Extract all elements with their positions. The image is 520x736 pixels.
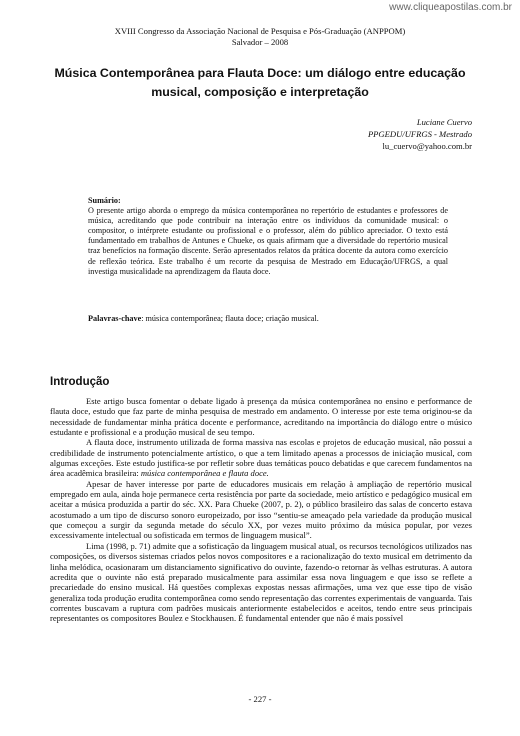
keywords-text: : música contemporânea; flauta doce; criação musical. [141,314,319,323]
body-text [50,396,472,624]
paragraph: Apesar de haver interesse por parte de educadores musicais em relação à ampliação de repertório musical empregado em aula, ainda hoje permanece certa resistência por parte da sociedade, meio artístico e pedagógico musical em aceitar a música produzida a partir do séc. XX. Para Chueke (2007, p. 2), o público brasileiro das salas de concerto estava acostumado a um tipo de discurso sonoro europeizado, por isso “sentiu-se ameaçado pela variedade da produção musical que começou a surgir da segunda metade do século XX, por vezes muito próximo da música popular, por vezes excessivamente intelectual ou sofisticada em termos de linguagem musical”. [50,478,472,541]
paragraph: Este artigo busca fomentar o debate ligado à presença da música contemporânea no ensino e performance de flauta doce, estudo que faz parte de minha pesquisa de mestrado em andamento. O interesse por este tema originou-se da necessidade de fundamentar minha prática docente e performance, acreditando na importância do diálogo entre o músico estudante e profissional e a produção musical de seu tempo. [50,396,472,438]
paper-title: Música Contemporânea para Flauta Doce: um diálogo entre educação musical, composição e interpretação [54,66,466,99]
watermark-url: www.cliqueapostilas.com.br [389,2,512,13]
paragraph [50,437,472,478]
page-number: - 227 - [248,694,272,704]
keywords [88,314,448,323]
paragraph-emphasis: música contemporânea e flauta doce. [140,468,269,479]
conference-location: Salvador – 2008 [231,37,289,47]
author-name: Luciane Cuervo [416,117,472,127]
conference-name: XVIII Congresso da Associação Nacional de Pesquisa e Pós-Graduação (ANPPOM) [114,26,406,36]
conference-header [0,26,520,48]
author-affiliation: PPGEDU/UFRGS - Mestrado [367,129,472,139]
author-block [368,116,472,152]
abstract [88,196,448,277]
section-heading: Introdução [50,376,110,388]
abstract-label: Sumário: [88,196,121,205]
paragraph-text: A flauta doce, instrumento utilizada de forma massiva nas escolas e projetos de educação musical, não possui a credibilidade de instrumento potencialmente artístico, o que a tem limitado apenas a processos de iniciação musical, com algumas exceções. Este estudo justifica-se por refletir sobre duas temáticas pouco debatidas e que carecem fundamentos na área acadêmica brasileira: [50,437,472,479]
paragraph: Lima (1998, p. 71) admite que a sofisticação da linguagem musical atual, os recursos tecnológicos utilizados nas composições, os diversos sistemas criados pelos novos compositores e a racionalização do texto musical em detrimento da linha melódica, ocasionaram um distanciamento significativo do ouvinte, fazendo-o retornar às velhas estruturas. A autora acredita que o ouvinte não está preparado musicalmente para assimilar essa nova linguagem e que isso se reflete a precariedade do ensino musical. Há questões complexas expostas nessas afirmações, uma vez que esse tipo de visão generaliza toda produção erudita contemporânea como sendo representação das correntes experimentais de vanguarda. Tais correntes buscavam a ruptura com padrões musicais anteriormente estabelecidos e aceitos, tendo entre seus principais representantes os compositores Boulez e Stockhausen. É fundamental entender que não é mais possível [50,540,472,624]
abstract-text: O presente artigo aborda o emprego da música contemporânea no repertório de estudantes e professores de música, acreditando que pode contribuir na interação entre os indivíduos da comunidade musical: o compositor, o intérprete estudante ou profissional e o professor, além do público apreciador. O texto está fundamentado em trabalhos de Antunes e Chueke, os quais afirmam que a diversidade do repertório musical traz benefícios na formação discente. Serão apresentados relatos da prática docente da autora como exercício de reflexão teórica. Este trabalho é um recorte da pesquisa de Mestrado em Educação/UFRGS, a qual investiga musicalidade na aprendizagem da flauta doce. [88,206,448,276]
author-email: lu_cuervo@yahoo.com.br [382,141,472,151]
keywords-label: Palavras-chave [88,314,142,323]
